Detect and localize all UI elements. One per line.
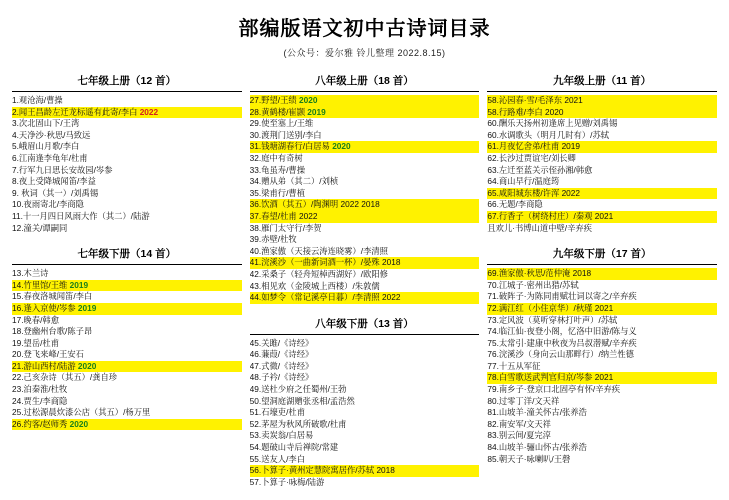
poem-entry-text: 58.行路难/李白 2020 (487, 106, 564, 117)
poem-entry (250, 234, 480, 246)
poem-entry-text: 55.送友人/李白 (249, 453, 305, 464)
section-grade8-lower (250, 316, 480, 489)
poem-entry-text: 76.浣溪沙（身向云山那畔行）/纳兰性德 (487, 349, 634, 360)
poem-entry-year: 2020 (75, 360, 97, 371)
poem-entry (487, 315, 717, 327)
poem-entry (487, 223, 717, 235)
poem-entry (250, 349, 480, 361)
poem-entry (250, 223, 480, 235)
poem-entry-text: 40.渔家傲（天接云涛连晓雾）/李清照 (249, 245, 388, 256)
poem-entry (487, 153, 717, 165)
poem-entry (12, 419, 242, 431)
poem-entry (487, 430, 717, 442)
section-heading: 八年级下册（13 首） (315, 317, 414, 330)
poem-entry-text: 50.望洞庭湖赠张丞相/孟浩然 (249, 395, 355, 406)
poem-entry (487, 454, 717, 466)
poem-entry-text: 57.卜算子·咏梅/陆游 (249, 476, 325, 487)
poem-entry-text: 60.酬乐天扬州初逢席上见赠/刘禹锡 (487, 118, 618, 129)
poem-entry (487, 280, 717, 292)
catalog-columns (8, 67, 721, 488)
poem-entry-text: 64.商山早行/温庭筠 (487, 176, 560, 187)
poem-entry (250, 95, 480, 107)
poem-entry-text: 56.卜算子·黄州定慧院寓居作/苏轼 2018 (249, 465, 395, 476)
poem-entry-year: 2020 (296, 95, 318, 105)
poem-entry-text: 46.蒹葭/《诗经》 (249, 349, 314, 360)
section-heading: 八年级上册（18 首） (315, 75, 414, 87)
poem-entry (12, 349, 242, 361)
poem-entry (250, 384, 480, 396)
poem-entry-text: 37.春望/杜甫 2022 (249, 210, 318, 221)
poem-entry (250, 407, 480, 419)
poem-entry-text: 29.使至塞上/王维 (249, 118, 314, 129)
poem-entry (12, 407, 242, 419)
poem-entry (487, 165, 717, 177)
section-heading: 九年级下册（17 首） (552, 248, 652, 261)
poem-entry-text: 2.闻王昌龄左迁龙标遥有此寄/李白 (12, 106, 138, 117)
poem-entry-text: 27.野望/王绩 (249, 95, 297, 105)
poem-entry (12, 199, 242, 211)
poem-entry-year: 2019 (67, 279, 89, 290)
poem-entry (12, 338, 242, 350)
poem-entry-text: 78.白雪歌送武判官归京/岑参 2021 (487, 372, 614, 383)
poem-entry-text: 8.夜上受降城闻笛/李益 (12, 176, 96, 187)
poem-entry (487, 384, 717, 396)
poem-entry-text: 70.江城子·密州出猎/苏轼 (487, 279, 579, 290)
poem-entry (12, 188, 242, 200)
poem-entry (12, 372, 242, 384)
poem-entry-text: 3.次北固山下/王湾 (12, 118, 80, 129)
poem-entry-text: 51.石壕吏/杜甫 (249, 407, 305, 418)
poem-entry (12, 384, 242, 396)
poem-entry-text: 7.行军九日思长安故园/岑参 (12, 164, 113, 175)
section-divider (487, 264, 717, 265)
page-subtitle: (公众号：爱尔雅 铃儿整理 2022.8.15) (283, 48, 446, 58)
poem-entry (487, 326, 717, 338)
poem-entry (487, 188, 717, 200)
poem-entry-year: 2020 (329, 141, 351, 152)
poem-entry (12, 130, 242, 142)
poem-entry-text: 24.贾生/李商隐 (12, 395, 68, 406)
poem-entry-text: 39.赤壁/杜牧 (249, 234, 297, 245)
poem-entry-text: 58.沁园春·雪/毛泽东 2021 (487, 95, 583, 105)
section-heading: 七年级下册（14 首） (77, 248, 177, 261)
section-heading: 九年级上册（11 首） (553, 75, 652, 87)
poem-entry-text: 45.关雎/《诗经》 (249, 337, 314, 348)
poem-entry (487, 349, 717, 361)
poem-entry-text: 79.南乡子·登京口北固亭有怀/辛弃疾 (487, 384, 621, 395)
poem-entry (12, 176, 242, 188)
poem-entry (250, 281, 480, 293)
poem-entry-text: 36.饮酒（其五）/陶渊明 2022 2018 (249, 199, 380, 210)
poem-entry (250, 141, 480, 153)
poem-entry (487, 361, 717, 373)
poem-entry-text: 44.如梦令（常记溪亭日暮）/李清照 2022 (249, 292, 401, 303)
section-divider (12, 264, 242, 265)
poem-entry-text: 11.十一月四日风雨大作（其二）/陆游 (12, 210, 150, 221)
poem-entry (12, 291, 242, 303)
poem-entry-text: 32.庭中有奇树 (249, 152, 303, 163)
poem-entry-text: 80.过零丁洋/文天祥 (487, 395, 560, 406)
poem-entry (12, 361, 242, 373)
poem-entry-text: 52.茅屋为秋风所破歌/杜甫 (249, 418, 347, 429)
poem-entry (12, 326, 242, 338)
poem-entry-text: 85.朝天子·咏喇叭/王磬 (487, 453, 571, 464)
poem-entry (250, 257, 480, 269)
poem-entry (12, 165, 242, 177)
poem-entry-text: 33.龟虽寿/曹操 (249, 164, 305, 175)
poem-entry (250, 165, 480, 177)
section-heading: 七年级上册（12 首） (77, 75, 177, 87)
poem-entry (12, 118, 242, 130)
poem-list (12, 95, 242, 234)
poem-entry (12, 303, 242, 315)
poem-entry-text: 34.赠从弟（其二）/刘桢 (249, 176, 339, 187)
poem-entry-text: 14.竹里馆/王维 (12, 279, 68, 290)
poem-entry (487, 176, 717, 188)
section-divider (12, 91, 242, 92)
poem-entry (487, 407, 717, 419)
poem-entry-text: 67.行香子（树绕村庄）/秦观 2021 (487, 210, 614, 221)
poem-entry-text: 20.登飞来峰/王安石 (12, 349, 84, 360)
poem-entry (12, 268, 242, 280)
poem-entry (250, 292, 480, 304)
poem-entry-text: 18.登幽州台歌/陈子昂 (12, 326, 93, 337)
section-divider (250, 334, 480, 335)
section-spacer (250, 304, 480, 310)
poem-entry (487, 303, 717, 315)
poem-entry (250, 454, 480, 466)
poem-entry-text: 61.月夜忆舍弟/杜甫 2019 (487, 141, 581, 152)
section-grade7-lower (12, 246, 242, 430)
poem-entry (250, 477, 480, 489)
poem-entry-text: 9. 秋词（其一）/刘禹锡 (12, 187, 99, 198)
poem-entry (12, 141, 242, 153)
poem-entry (487, 107, 717, 119)
poem-list (487, 95, 717, 234)
poem-entry-text: 38.雁门太守行/李贺 (249, 222, 322, 233)
poem-entry (487, 199, 717, 211)
poem-entry-text: 5.峨眉山月歌/李白 (12, 141, 80, 152)
poem-entry-text: 65.咸阳城东楼/许浑 2022 (487, 187, 581, 198)
poem-entry-text: 26.约客/赵师秀 (12, 418, 68, 429)
poem-entry-text: 53.卖炭翁/白居易 (249, 430, 314, 441)
section-grade7-upper (12, 73, 242, 234)
poem-entry-text: 19.望岳/杜甫 (12, 337, 60, 348)
poem-entry-text: 6.江南逢李龟年/杜甫 (12, 152, 88, 163)
poem-entry-text: 22.己亥杂诗（其五）/龚自珍 (12, 372, 118, 383)
poem-entry-text: 35.梁甫行/曹植 (249, 187, 305, 198)
poem-list (12, 268, 242, 430)
poem-entry-text: 23.泊秦淮/杜牧 (12, 384, 68, 395)
poem-entry-text: 47.式微/《诗经》 (249, 360, 314, 371)
poem-entry (487, 141, 717, 153)
poem-entry (487, 268, 717, 280)
poem-entry-text: 4.天净沙·秋思/马致远 (12, 129, 91, 140)
section-grade9-upper (487, 73, 717, 234)
poem-entry-text: 且欢儿·书博山道中壁/辛弃疾 (487, 222, 592, 233)
poem-entry-text: 42.采桑子（轻舟短棹西湖好）/欧阳修 (249, 268, 388, 279)
column-grade9 (483, 67, 721, 488)
poem-entry-text: 10.夜雨寄北/李商隐 (12, 199, 84, 210)
poem-entry (12, 211, 242, 223)
poem-entry-text: 30.渡荆门送别/李白 (249, 129, 322, 140)
poem-entry (487, 211, 717, 223)
poem-entry (250, 188, 480, 200)
poem-entry (250, 118, 480, 130)
poem-entry-text: 77.十五从军征 (487, 360, 541, 371)
section-grade9-lower (487, 246, 717, 465)
poem-entry-text: 60.水调歌头（明月几时有）/苏轼 (487, 129, 610, 140)
poem-entry (250, 465, 480, 477)
poem-entry (250, 153, 480, 165)
poem-entry-text: 13.木兰诗 (12, 268, 49, 279)
poem-entry-text: 66.无题/李商隐 (487, 199, 543, 210)
poem-entry-text: 74.临江仙·夜登小阁，忆洛中旧游/陈与义 (487, 326, 637, 337)
poem-entry-text: 17.晚春/韩愈 (12, 314, 60, 325)
poem-entry-text: 62.长沙过贾谊宅/刘长卿 (487, 152, 576, 163)
section-spacer (487, 234, 717, 240)
poem-entry-text: 1.观沧海/曹操 (12, 95, 63, 105)
section-spacer (12, 234, 242, 240)
poem-entry (487, 118, 717, 130)
poem-entry (487, 442, 717, 454)
poem-list (487, 268, 717, 465)
poem-entry-text: 21.游山西村/陆游 (12, 360, 76, 371)
poem-entry-text: 82.南安军/文天祥 (487, 418, 551, 429)
poem-entry-text: 75.太常引·建康中秋夜为吕叔潜赋/辛弃疾 (487, 337, 637, 348)
poem-entry (250, 211, 480, 223)
page-title: 部编版语文初中古诗词目录 (238, 18, 491, 40)
poem-entry-text: 83.别云间/夏完淳 (487, 430, 551, 441)
poem-entry (487, 396, 717, 408)
poem-entry (487, 291, 717, 303)
poem-entry (250, 107, 480, 119)
poem-entry (250, 338, 480, 350)
poem-list (250, 95, 480, 304)
poem-entry-year: 2019 (305, 106, 326, 117)
poem-entry-text: 31.钱塘湖春行/白居易 (249, 141, 330, 152)
poem-entry-text: 54.题破山寺后禅院/常建 (249, 442, 339, 453)
poem-entry-year: 2020 (67, 418, 89, 429)
poem-entry-text: 84.山坡羊·骊山怀古/张养浩 (487, 442, 587, 453)
poem-entry-text: 12.潼关/谭嗣同 (12, 222, 68, 233)
poem-list (250, 338, 480, 489)
column-grade7 (8, 67, 246, 488)
poem-entry (12, 315, 242, 327)
poem-entry-text: 28.黄鹤楼/崔颢 (249, 106, 305, 117)
column-grade8 (246, 67, 484, 488)
poem-entry-text: 15.春夜洛城闻笛/李白 (12, 291, 93, 302)
poem-entry-text: 69.渔家傲·秋思/范仲淹 2018 (487, 268, 592, 279)
poem-entry (250, 176, 480, 188)
poem-entry (250, 419, 480, 431)
poem-entry-text: 25.过松源晨炊漆公店（其五）/杨万里 (12, 407, 151, 418)
poem-entry (487, 372, 717, 384)
poem-entry (250, 372, 480, 384)
poem-entry-text: 71.破阵子·为陈同甫赋壮词以寄之/辛弃疾 (487, 291, 637, 302)
poem-entry (250, 396, 480, 408)
poem-entry (250, 246, 480, 258)
section-divider (487, 91, 717, 92)
section-divider (250, 91, 480, 92)
poem-entry (12, 280, 242, 292)
poem-entry (12, 223, 242, 235)
poem-entry (250, 269, 480, 281)
poem-entry-year: 2019 (75, 302, 97, 313)
poem-entry (487, 419, 717, 431)
poem-entry (487, 130, 717, 142)
poem-entry-year: 2022 (137, 106, 159, 117)
poem-entry-text: 73.定风波（莫听穿林打叶声）/苏轼 (487, 314, 618, 325)
poem-entry-text: 81.山坡羊·潼关怀古/张养浩 (487, 407, 587, 418)
poem-entry (487, 338, 717, 350)
poem-entry-text: 41.浣溪沙（一曲新词酒一杯）/晏殊 2018 (249, 257, 401, 268)
poem-entry (12, 153, 242, 165)
section-grade8-upper (250, 73, 480, 304)
poem-entry-text: 49.送杜少府之任蜀州/王勃 (249, 384, 347, 395)
poem-entry (250, 442, 480, 454)
poem-entry (250, 130, 480, 142)
poem-entry (487, 95, 717, 107)
poem-entry (250, 430, 480, 442)
poem-entry (250, 199, 480, 211)
poem-entry (250, 361, 480, 373)
poem-entry-text: 72.满江红（小住京华）/秋瑾 2021 (487, 302, 614, 313)
poem-entry-text: 48.子衿/《诗经》 (249, 372, 314, 383)
poem-entry-text: 16.逢入京使/岑参 (12, 302, 76, 313)
poem-entry (12, 95, 242, 107)
poem-entry (12, 107, 242, 119)
poem-entry-text: 43.相见欢（金陵城上西楼）/朱敦儒 (249, 280, 380, 291)
poem-entry (12, 396, 242, 408)
poem-entry-text: 63.左迁至蓝关示侄孙湘/韩愈 (487, 164, 593, 175)
